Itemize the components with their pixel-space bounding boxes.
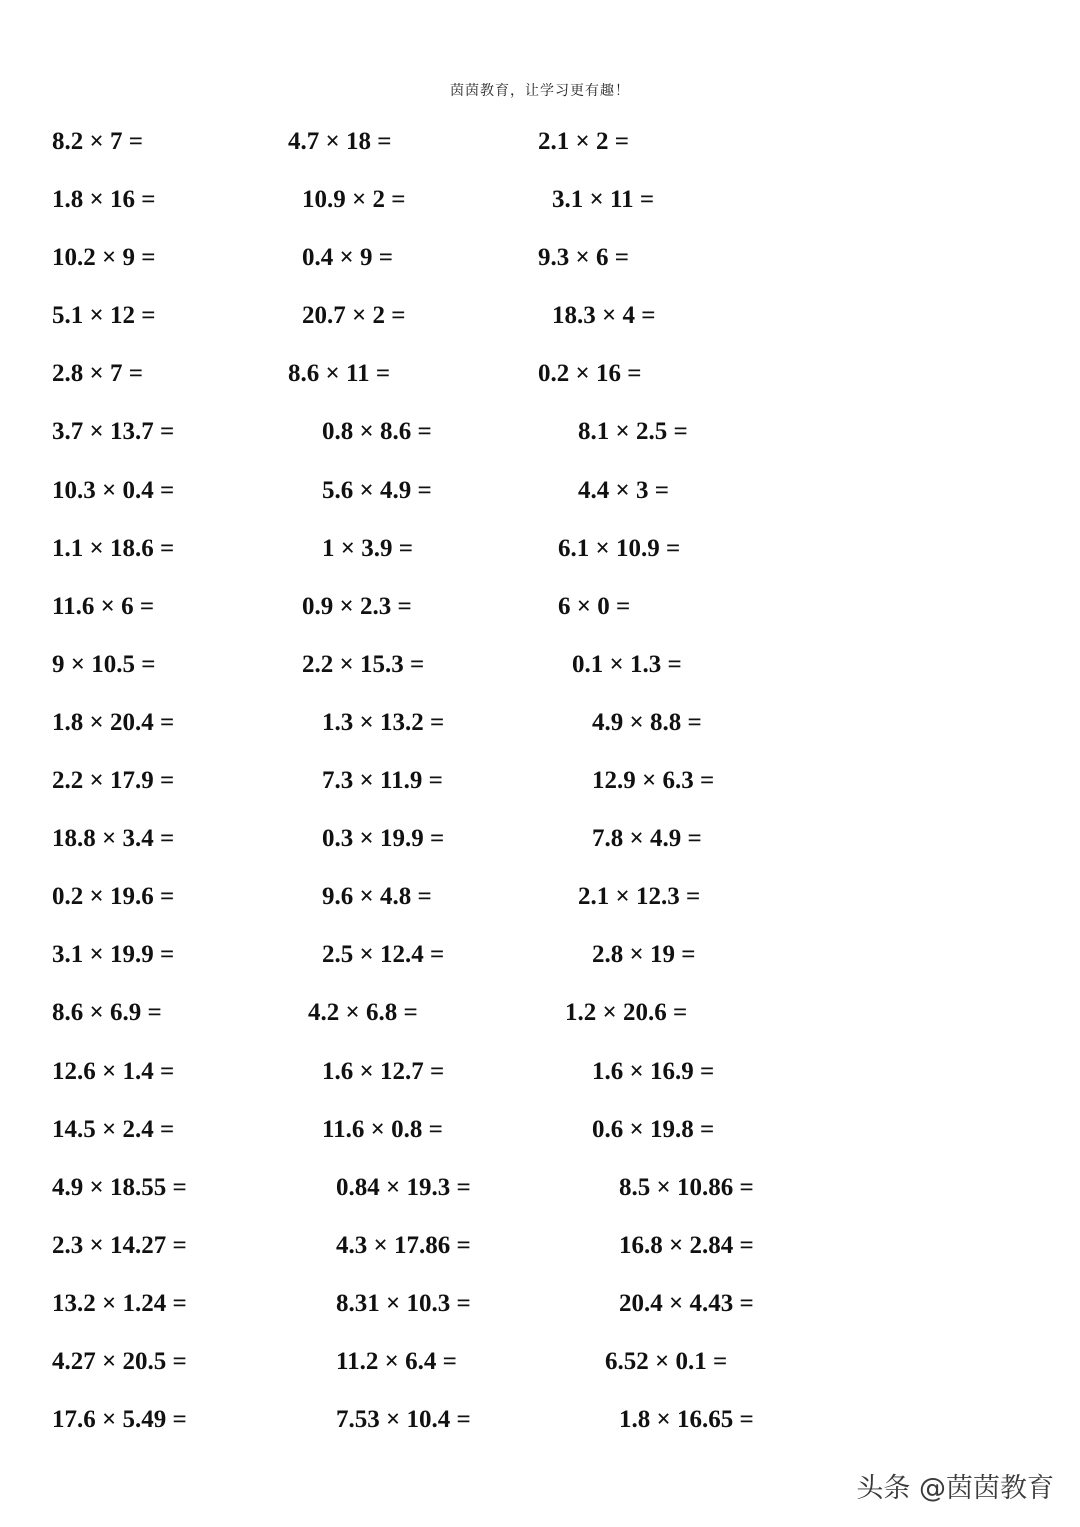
- problem-row: [0, 877, 1080, 935]
- multiplication-problem: 1 × 3.9 =: [322, 534, 413, 562]
- multiplication-problem: 7.8 × 4.9 =: [592, 825, 702, 853]
- multiplication-problem: 2.1 × 12.3 =: [578, 883, 701, 911]
- multiplication-problem: 1.2 × 20.6 =: [565, 999, 688, 1027]
- problem-row: [0, 1342, 1080, 1400]
- multiplication-problem: 3.1 × 11 =: [552, 186, 655, 214]
- multiplication-problem: 8.1 × 2.5 =: [578, 418, 688, 446]
- multiplication-problem: 9 × 10.5 =: [52, 650, 156, 678]
- multiplication-problem: 8.6 × 6.9 =: [52, 999, 162, 1027]
- multiplication-problem: 7.53 × 10.4 =: [336, 1406, 471, 1434]
- multiplication-problem: 1.8 × 20.4 =: [52, 708, 175, 736]
- multiplication-problem: 4.27 × 20.5 =: [52, 1347, 187, 1375]
- multiplication-problem: 2.5 × 12.4 =: [322, 941, 445, 969]
- multiplication-problem: 4.9 × 18.55 =: [52, 1173, 187, 1201]
- multiplication-problem: 0.2 × 16 =: [538, 360, 642, 388]
- multiplication-problem: 2.8 × 19 =: [592, 941, 696, 969]
- multiplication-problem: 1.1 × 18.6 =: [52, 534, 175, 562]
- multiplication-problem: 4.4 × 3 =: [578, 476, 669, 504]
- multiplication-problem: 17.6 × 5.49 =: [52, 1406, 187, 1434]
- multiplication-problem: 8.6 × 11 =: [288, 360, 391, 388]
- problem-row: [0, 1110, 1080, 1168]
- multiplication-problem: 0.3 × 19.9 =: [322, 825, 445, 853]
- multiplication-problem: 16.8 × 2.84 =: [619, 1231, 754, 1259]
- problem-row: [0, 354, 1080, 412]
- multiplication-problem: 6.52 × 0.1 =: [605, 1347, 728, 1375]
- multiplication-problem: 3.1 × 19.9 =: [52, 941, 175, 969]
- multiplication-problem: 4.3 × 17.86 =: [336, 1231, 471, 1259]
- problem-row: [0, 238, 1080, 296]
- problem-row: [0, 180, 1080, 238]
- multiplication-problem: 0.2 × 19.6 =: [52, 883, 175, 911]
- multiplication-problem: 0.8 × 8.6 =: [322, 418, 432, 446]
- multiplication-problem: 10.3 × 0.4 =: [52, 476, 175, 504]
- problem-row: [0, 1400, 1080, 1458]
- multiplication-problem: 8.5 × 10.86 =: [619, 1173, 754, 1201]
- multiplication-problem: 1.8 × 16.65 =: [619, 1406, 754, 1434]
- multiplication-problem: 4.2 × 6.8 =: [308, 999, 418, 1027]
- multiplication-problem: 20.7 × 2 =: [302, 302, 406, 330]
- multiplication-problem: 1.8 × 16 =: [52, 186, 156, 214]
- problem-row: [0, 1168, 1080, 1226]
- watermark: 头条 @茵茵教育: [856, 1473, 1054, 1504]
- problem-row: [0, 122, 1080, 180]
- multiplication-problem: 8.2 × 7 =: [52, 128, 143, 155]
- multiplication-problem: 5.6 × 4.9 =: [322, 476, 432, 504]
- multiplication-problem: 9.3 × 6 =: [538, 244, 629, 272]
- multiplication-problem: 2.8 × 7 =: [52, 360, 143, 388]
- multiplication-problem: 6.1 × 10.9 =: [558, 534, 681, 562]
- multiplication-problem: 2.2 × 17.9 =: [52, 767, 175, 795]
- multiplication-problem: 8.31 × 10.3 =: [336, 1289, 471, 1317]
- multiplication-problem: 11.2 × 6.4 =: [336, 1347, 457, 1375]
- problem-row: [0, 761, 1080, 819]
- problem-row: [0, 993, 1080, 1051]
- multiplication-problem: 0.84 × 19.3 =: [336, 1173, 471, 1201]
- multiplication-problem: 1.6 × 16.9 =: [592, 1057, 715, 1085]
- multiplication-problem: 4.9 × 8.8 =: [592, 708, 702, 736]
- problem-row: [0, 1226, 1080, 1284]
- problem-row: [0, 296, 1080, 354]
- problem-row: [0, 471, 1080, 529]
- problem-row: [0, 645, 1080, 703]
- multiplication-problem: 2.1 × 2 =: [538, 128, 629, 155]
- multiplication-problem: 2.2 × 15.3 =: [302, 650, 425, 678]
- multiplication-problem: 12.6 × 1.4 =: [52, 1057, 175, 1085]
- multiplication-problem: 2.3 × 14.27 =: [52, 1231, 187, 1259]
- problem-row: [0, 587, 1080, 645]
- multiplication-problem: 7.3 × 11.9 =: [322, 767, 443, 795]
- problem-row: [0, 1284, 1080, 1342]
- problem-row: [0, 529, 1080, 587]
- multiplication-problem: 6 × 0 =: [558, 592, 631, 620]
- problem-row: [0, 703, 1080, 761]
- multiplication-problem: 10.9 × 2 =: [302, 186, 406, 214]
- multiplication-problem: 12.9 × 6.3 =: [592, 767, 715, 795]
- multiplication-problem: 20.4 × 4.43 =: [619, 1289, 754, 1317]
- problem-row: [0, 1052, 1080, 1110]
- problem-row: [0, 935, 1080, 993]
- problem-grid: [0, 122, 1080, 1458]
- multiplication-problem: 0.1 × 1.3 =: [572, 650, 682, 678]
- multiplication-problem: 9.6 × 4.8 =: [322, 883, 432, 911]
- problem-row: [0, 412, 1080, 470]
- multiplication-problem: 4.7 × 18 =: [288, 128, 392, 155]
- problem-row: [0, 819, 1080, 877]
- multiplication-problem: 13.2 × 1.24 =: [52, 1289, 187, 1317]
- multiplication-problem: 0.4 × 9 =: [302, 244, 393, 272]
- multiplication-problem: 0.6 × 19.8 =: [592, 1115, 715, 1143]
- multiplication-problem: 18.3 × 4 =: [552, 302, 656, 330]
- multiplication-problem: 10.2 × 9 =: [52, 244, 156, 272]
- multiplication-problem: 3.7 × 13.7 =: [52, 418, 175, 446]
- multiplication-problem: 1.6 × 12.7 =: [322, 1057, 445, 1085]
- page-header: 茵茵教育，让学习更有趣！: [450, 83, 630, 99]
- multiplication-problem: 1.3 × 13.2 =: [322, 708, 445, 736]
- multiplication-problem: 18.8 × 3.4 =: [52, 825, 175, 853]
- multiplication-problem: 14.5 × 2.4 =: [52, 1115, 175, 1143]
- multiplication-problem: 11.6 × 0.8 =: [322, 1115, 443, 1143]
- multiplication-problem: 11.6 × 6 =: [52, 592, 155, 620]
- multiplication-problem: 0.9 × 2.3 =: [302, 592, 412, 620]
- multiplication-problem: 5.1 × 12 =: [52, 302, 156, 330]
